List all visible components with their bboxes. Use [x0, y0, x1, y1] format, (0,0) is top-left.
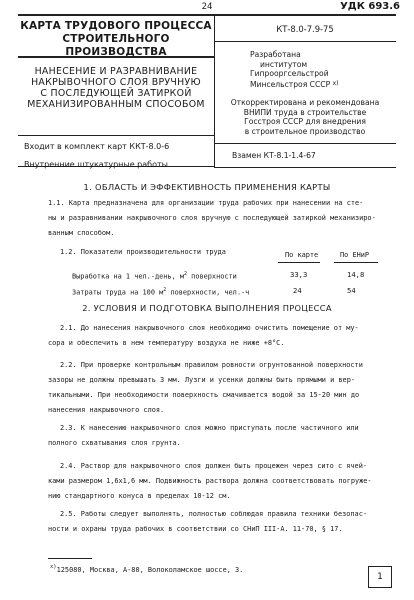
paragraph-2-1-line: сора и обеспечить в нем температуру воздуха не ниже +8°С.: [48, 339, 285, 347]
row-value-card: 33,3: [290, 270, 308, 279]
work-type: Внутренние штукатурные работы: [24, 160, 168, 169]
process-title-line: С ПОСЛЕДУЮЩЕЙ ЗАТИРКОЙ: [40, 88, 192, 99]
page-number: 24: [201, 2, 213, 12]
footnote-text: 125080, Москва, А-80, Волоколамское шоссе, 3.: [56, 566, 244, 574]
row-label: Затраты труда на 100 м: [72, 288, 164, 297]
footnote-mark: x): [50, 564, 57, 570]
developed-line: [250, 79, 380, 90]
replaces: Взамен КТ-8.1-1.4-67: [232, 151, 316, 160]
card-title-line: СТРОИТЕЛЬНОГО ПРОИЗВОДСТВА: [62, 33, 170, 58]
column-header-card: По карте: [285, 251, 319, 259]
table-row: [72, 283, 249, 300]
row-label: Выработка на 1 чел.-день, м: [72, 272, 185, 281]
set-membership: Входит в комплект карт ККТ-8.0-6: [24, 142, 170, 151]
paragraph-2-2-line: тикальными. При необходимости поверхность смачивается водой за 15-20 мин до: [48, 391, 360, 399]
process-title-line: НАКРЫВОЧНОГО СЛОЯ ВРУЧНУЮ: [31, 77, 201, 88]
paragraph-2-1-line: 2.1. До нанесения накрывочного слоя необходимо очистить помещение от му-: [60, 324, 359, 332]
card-title-line: КАРТА ТРУДОВОГО ПРОЦЕССА: [20, 20, 212, 32]
process-title-line: НАНЕСЕНИЕ И РАЗРАВНИВАНИЕ: [34, 66, 198, 77]
approved-by: [215, 98, 395, 136]
row-unit-exponent: 2: [163, 287, 167, 293]
paragraph-2-2-line: зазоры не должны превышать 3 мм. Лузги и усенки должны быть прямыми и вер-: [48, 376, 355, 384]
card-code: КТ-8.0-7.9-75: [276, 24, 334, 34]
sheet-number: 1: [368, 566, 392, 588]
approved-line: Откорректирована и рекомендована: [230, 98, 380, 107]
row-label-tail: поверхности: [187, 272, 237, 281]
row-value-norm: 54: [347, 286, 356, 295]
paragraph-2-4-line: нию стандартного конуса в пределах 10-12 см.: [48, 492, 231, 500]
paragraph-2-4-line: ками размером 1,6х1,6 мм. Подвижность раствора должна соответствовать погруже-: [48, 477, 372, 485]
process-title-line: МЕХАНИЗИРОВАННЫМ СПОСОБОМ: [27, 99, 205, 110]
developed-ministry: Минсельстроя СССР: [250, 79, 331, 89]
row-value-norm: 14,8: [347, 270, 365, 279]
paragraph-2-2-line: нанесения накрывочного слоя.: [48, 406, 165, 414]
paragraph-2-5-line: ности и охраны труда рабочих в соответствии со СНиП III-А. 11-70, § 17.: [48, 525, 343, 533]
paragraph-2-2-line: 2.2. При проверке контрольным правилом ровности огрунтованной поверхности: [60, 361, 363, 369]
row-unit-exponent: 2: [184, 271, 188, 277]
developed-by: [250, 50, 380, 89]
section-1-title: 1. ОБЛАСТЬ И ЭФФЕКТИВНОСТЬ ПРИМЕНЕНИЯ КАРТЫ: [83, 182, 331, 192]
paragraph-1-1-line: ванным способом.: [48, 229, 115, 237]
process-title: [18, 66, 214, 110]
footnote-rule: [48, 558, 92, 559]
paragraph-2-3-line: полного схватывания слоя грунта.: [48, 439, 181, 447]
paragraph-1-1-line: ны и разравнивании накрывочного слоя вручную с последующей затиркой механизиро-: [48, 214, 376, 222]
udk-code: УДК 693.6: [340, 1, 400, 12]
row-label-tail: поверхности, чел.-ч: [166, 288, 250, 297]
paragraph-2-5-line: 2.5. Работы следует выполнять, полностью соблюдая правила техники безопас-: [60, 510, 367, 518]
developed-line: Разработана: [250, 50, 301, 59]
approved-line: в строительное производство: [244, 126, 366, 136]
table-row: [72, 267, 237, 284]
developed-line: институтом: [260, 59, 308, 69]
footnote-mark: x): [332, 79, 339, 87]
paragraph-2-3-line: 2.3. К нанесению накрывочного слоя можно приступать после частичного или: [60, 424, 359, 432]
paragraph-1-2: 1.2. Показатели производительности труда: [60, 248, 226, 256]
approved-line: Госстроя СССР для внедрения: [244, 117, 366, 126]
paragraph-1-1-line: 1.1. Карта предназначена для организации труда рабочих при нанесении на сте-: [48, 199, 364, 207]
footnote: [50, 560, 243, 578]
card-title: [18, 20, 214, 59]
paragraph-2-4-line: 2.4. Раствор для накрывочного слоя должен быть процежен через сито с ячей-: [60, 462, 367, 470]
section-2-title: 2. УСЛОВИЯ И ПОДГОТОВКА ВЫПОЛНЕНИЯ ПРОЦЕССА: [82, 303, 332, 313]
row-value-card: 24: [293, 286, 302, 295]
column-header-norm: По ЕНиР: [340, 251, 370, 259]
approved-line: ВНИПИ труда в строительстве: [243, 107, 367, 117]
developed-line: Гипрооргсельстрой: [250, 69, 329, 78]
